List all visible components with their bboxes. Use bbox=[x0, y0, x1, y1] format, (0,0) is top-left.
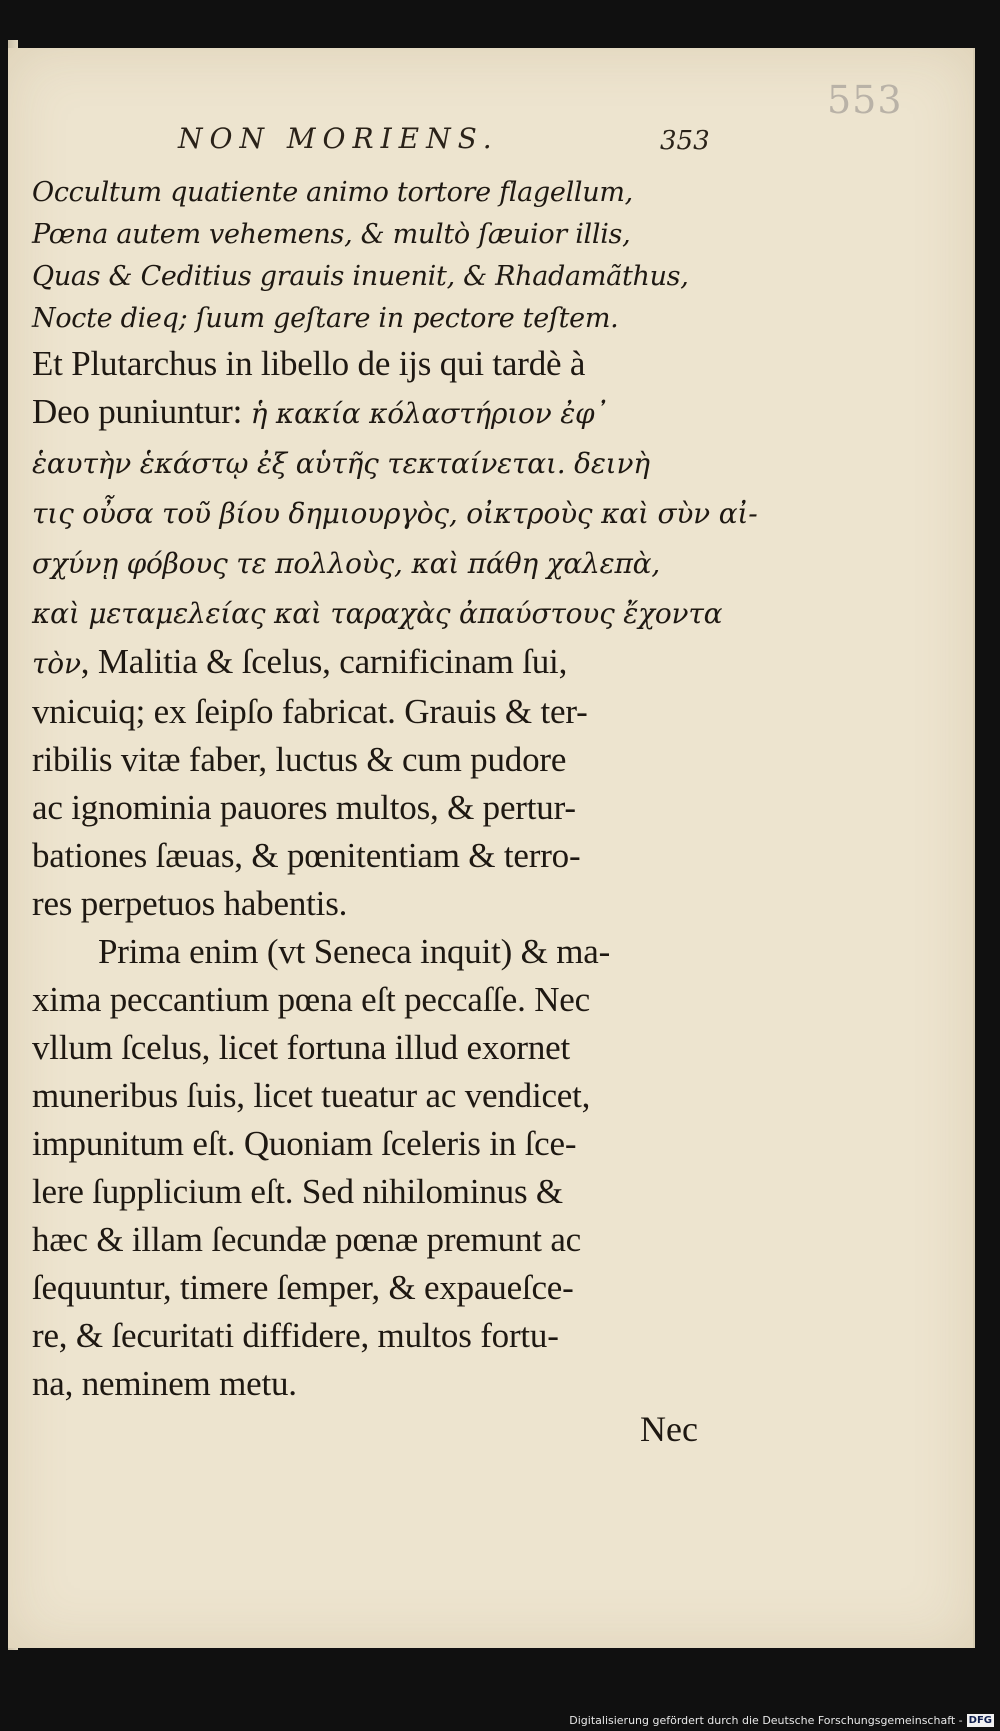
greek-line bbox=[32, 438, 712, 488]
latin-text: , Malitia & ſcelus, carnificinam ſui, bbox=[80, 642, 568, 681]
verse-line: Pœna autem vehemens, & multò ſæuior illis, bbox=[32, 219, 631, 250]
text-line: impunitum eſt. Quoniam ſceleris in ſce- bbox=[32, 1124, 577, 1163]
verse-line: Nocte dieq; ſuum geſtare in pectore teſtem. bbox=[32, 303, 619, 334]
text-line bbox=[32, 638, 712, 688]
running-head: NON MORIENS. bbox=[178, 122, 499, 155]
text-line: ribilis vitæ faber, luctus & cum pudore bbox=[32, 740, 567, 779]
greek-line bbox=[32, 588, 723, 638]
verse-line: Occultum quatiente animo tortore flagellum, bbox=[32, 177, 633, 208]
text-line: re, & ſecuritati diffidere, multos fortu- bbox=[32, 1316, 559, 1355]
greek-line bbox=[32, 538, 712, 588]
greek-text: τις οὖσα τοῦ βίου δημιουργὸς, οἰκτροὺς καὶ σὺν αἰ- bbox=[32, 497, 758, 530]
verse-line: Quas & Ceditius grauis inuenit, & Rhadamãthus, bbox=[32, 261, 689, 292]
text-line: Et Plutarchus in libello de ijs qui tardè à bbox=[32, 344, 586, 383]
pencil-folio-number: 553 bbox=[827, 78, 903, 122]
text-line: xima peccantium pœna eſt peccaſſe. Nec bbox=[32, 980, 590, 1019]
paragraph-first-line: Prima enim (vt Seneca inquit) & ma- bbox=[98, 932, 611, 971]
text-line: vnicuiq; ex ſeipſo fabricat. Grauis & ter- bbox=[32, 692, 588, 731]
digitization-credit bbox=[569, 1714, 994, 1727]
text-line: vllum ſcelus, licet fortuna illud exornet bbox=[32, 1028, 571, 1067]
page-number: 353 bbox=[660, 126, 710, 156]
greek-text: ἑαυτὴν ἑκάστῳ ἐξ αὑτῆς τεκταίνεται. δεινὴ bbox=[32, 447, 650, 480]
greek-text: σχύνῃ φόβους τε πολλοὺς, καὶ πάθη χαλεπὰ, bbox=[32, 547, 661, 580]
dfg-logo: DFG bbox=[968, 1715, 992, 1726]
text-line: lere ſupplicium eſt. Sed nihilominus & bbox=[32, 1172, 563, 1211]
text-line: ac ignominia pauores multos, & pertur- bbox=[32, 788, 576, 827]
text-line: hæc & illam ſecundæ pœnæ premunt ac bbox=[32, 1220, 582, 1259]
latin-text: Deo puniuntur: bbox=[32, 392, 243, 431]
text-line: muneribus ſuis, licet tueatur ac vendicet, bbox=[32, 1076, 591, 1115]
greek-text: τὸν bbox=[32, 647, 81, 680]
text-block bbox=[32, 172, 758, 1408]
greek-line bbox=[32, 488, 758, 538]
greek-text: ἡ κακία κόλαστήριον ἐφ᾽ bbox=[250, 397, 609, 430]
text-line: na, neminem metu. bbox=[32, 1364, 297, 1403]
catchword: Nec bbox=[640, 1409, 698, 1449]
credit-text: Digitalisierung gefördert durch die Deutsche Forschungsgemeinschaft - bbox=[569, 1714, 963, 1727]
text-line bbox=[32, 388, 712, 438]
text-line: ſequuntur, timere ſemper, & expaueſce- bbox=[32, 1268, 574, 1307]
text-line: res perpetuos habentis. bbox=[32, 884, 348, 923]
greek-text: καὶ μεταμελείας καὶ ταραχὰς ἀπαύστους ἔχοντα bbox=[32, 597, 723, 630]
text-line: bationes ſæuas, & pœnitentiam & terro- bbox=[32, 836, 581, 875]
